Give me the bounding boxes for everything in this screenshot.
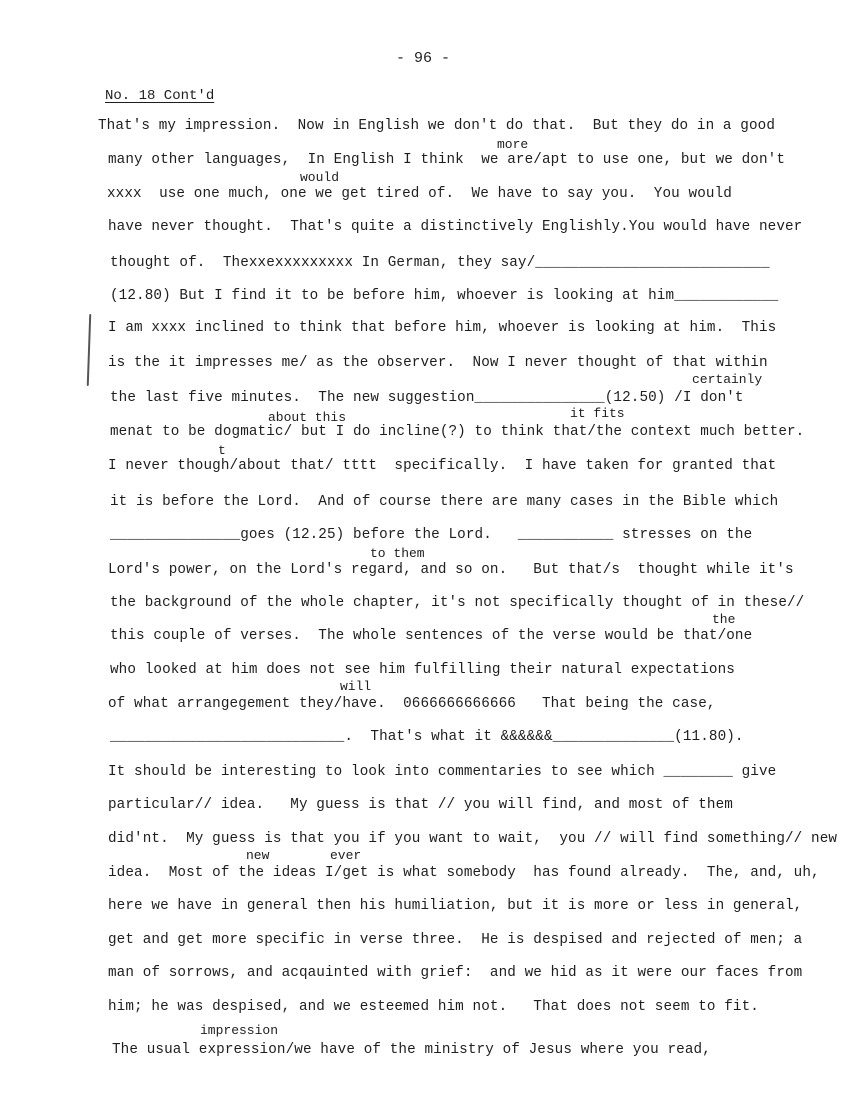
text-line: here we have in general then his humiliation, but it is more or less in general, [108,898,803,914]
page-heading: No. 18 Cont'd [105,88,215,104]
text-line: have never thought. That's quite a distinctively Englishly.You would have never [108,219,803,235]
text-line: I am xxxx inclined to think that before him, whoever is looking at him. This [108,320,777,336]
text-line: is the it impresses me/ as the observer. Now I never thought of that within [108,355,768,371]
text-line: I never though/about that/ tttt specifically. I have taken for granted that [108,458,777,474]
margin-line-mark [87,314,92,386]
text-line: it is before the Lord. And of course there are many cases in the Bible which [110,494,779,510]
text-line: this couple of verses. The whole sentences of the verse would be that/one [110,628,753,644]
interlinear-insertion: will [340,679,372,694]
text-line: The usual expression/we have of the ministry of Jesus where you read, [112,1042,711,1058]
text-line: idea. Most of the ideas I/get is what somebody has found already. The, and, uh, [108,865,820,881]
interlinear-insertion: ever [330,848,362,863]
page-number: - 96 - [395,50,450,67]
interlinear-insertion: more [497,137,529,152]
text-line: menat to be dogmatic/ but I do incline(?) to think that/the context much better. [110,424,805,440]
text-line: the last five minutes. The new suggestion_______________(12.50) /I don't [110,390,744,406]
text-line: of what arrangegement they/have. 0666666666666 That being the case, [108,696,716,712]
interlinear-insertion: to them [370,546,425,561]
text-line: get and get more specific in verse three. He is despised and rejected of men; a [108,932,803,948]
interlinear-insertion: certainly [692,372,763,387]
interlinear-insertion: impression [200,1023,279,1038]
text-line: (12.80) But I find it to be before him, whoever is looking at him____________ [110,288,779,304]
interlinear-insertion: would [300,170,340,185]
text-line: did'nt. My guess is that you if you want to wait, you // will find something// new [108,831,838,847]
text-line: who looked at him does not see him fulfilling their natural expectations [110,662,735,678]
text-line: xxxx use one much, one we get tired of. We have to say you. You would [107,186,732,202]
text-line: the background of the whole chapter, it's not specifically thought of in these// [110,595,805,611]
text-line: him; he was despised, and we esteemed him not. That does not seem to fit. [108,999,759,1015]
interlinear-insertion: new [246,848,270,863]
text-line: many other languages, In English I think we are/apt to use one, but we don't [108,152,786,168]
text-line: ___________________________. That's what it &&&&&&______________(11.80). [110,729,744,745]
text-line: That's my impression. Now in English we don't do that. But they do in a good [98,118,776,134]
interlinear-insertion: about this [268,410,347,425]
interlinear-insertion: the [712,612,736,627]
interlinear-insertion: it fits [570,406,625,421]
text-line: thought of. Thexxexxxxxxxxx In German, they say/___________________________ [110,255,770,271]
interlinear-insertion: t [218,443,226,458]
text-line: particular// idea. My guess is that // you will find, and most of them [108,797,733,813]
text-line: man of sorrows, and acqauinted with grief: and we hid as it were our faces from [108,965,803,981]
text-line: Lord's power, on the Lord's regard, and so on. But that/s thought while it's [108,562,794,578]
text-line: _______________goes (12.25) before the Lord. ___________ stresses on the [110,527,753,543]
text-line: It should be interesting to look into commentaries to see which ________ give [108,764,777,780]
